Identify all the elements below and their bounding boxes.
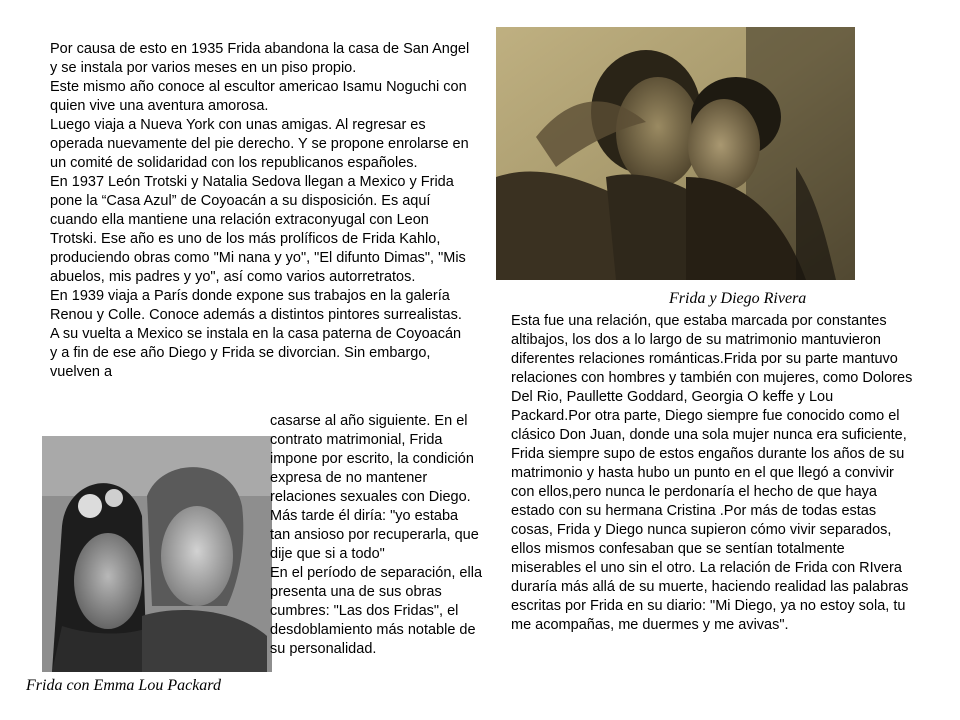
left-paragraph: En 1939 viaja a París donde expone sus trabajos en la galería Renou y Colle. Conoce además a distintos pintores surrealistas. A su vuelta a Mexico se instala en la casa paterna de Coyoacán y a fin de ese año Diego y Frida se divorcian. Sin embargo, vuelven a: [50, 288, 462, 380]
photo-frida-diego-kiss: [496, 27, 855, 280]
left-paragraph: Luego viaja a Nueva York con unas amigas. Al regresar es operada nuevamente del pie derecho. Y se propone enrolarse en un comité de solidaridad con los republicanos españoles.: [50, 117, 469, 171]
middle-paragraph: Más tarde él diría: "yo estaba tan ansioso por recuperarla, que dije que si a todo": [270, 508, 479, 562]
caption-frida-emma: Frida con Emma Lou Packard: [26, 677, 221, 694]
caption-frida-diego: Frida y Diego Rivera: [669, 290, 807, 307]
right-text-column: [511, 312, 913, 635]
middle-paragraph: casarse al año siguiente. En el contrato matrimonial, Frida impone por escrito, la condición expresa de no mantener relaciones sexuales con Diego.: [270, 413, 474, 505]
right-paragraph: Esta fue una relación, que estaba marcada por constantes altibajos, los dos a lo largo de su matrimonio mantuvieron diferentes relaciones románticas.Frida por su parte mantuvo relaciones con hombres y también con mujeres, como Dolores Del Rio, Paullette Goddard, Georgia O keffe y Lou Packard.Por otra parte, Diego siempre fue conocido como el clásico Don Juan, donde una sola mujer nunca era suficiente, Frida siempre supo de estos engaños durante los años de su matrimonio y hasta hubo un punto en el que llegó a convivir con ellos,pero nunca le perdonaría el hecho de que haya estado con su hermana Cristina .Por más de todas estas cosas, Frida y Diego nunca supieron cómo vivir separados, ellos mismos confesaban que se sentían totalmente miserables el uno sin el otro. La relación de Frida con RIvera duraría más allá de su muerte, haciendo realidad las palabras escritas por Frida en su diario: "Mi Diego, ya no estoy sola, tu me acompañas, me duermes y me avivas".: [511, 313, 913, 633]
left-paragraph: En 1937 León Trotski y Natalia Sedova llegan a Mexico y Frida pone la “Casa Azul” de Coyoacán a su disposición. Es aquí cuando ella mantiene una relación extraconyugal con Leon Trotski. Ese año es uno de los más prolíficos de Frida Kahlo, produciendo obras como "Mi nana y yo", "El difunto Dimas", "Mis abuelos, mis padres y yo", así como varios autorretratos.: [50, 174, 466, 285]
left-paragraph: Este mismo año conoce al escultor americao Isamu Noguchi con quien vive una aventura amorosa.: [50, 79, 467, 114]
left-paragraph: Por causa de esto en 1935 Frida abandona la casa de San Angel y se instala por varios meses en un piso propio.: [50, 41, 470, 76]
middle-paragraph: En el período de separación, ella presenta una de sus obras cumbres: "Las dos Fridas", el desdoblamiento más notable de su personalidad.: [270, 565, 483, 657]
left-text-column: [50, 40, 470, 438]
middle-text-column: [270, 412, 482, 659]
photo-frida-emma-portrait: [42, 436, 272, 672]
